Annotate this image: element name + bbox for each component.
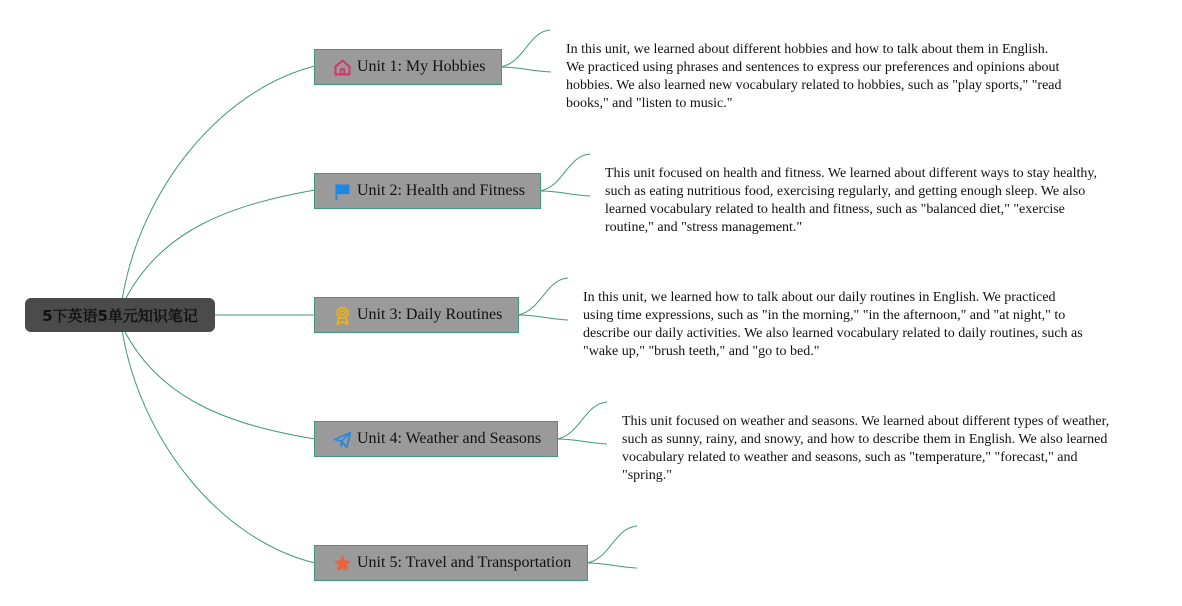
topic-unit-5[interactable] — [314, 545, 588, 581]
fork-unit-1-top — [501, 30, 550, 67]
topic-unit-5-label: Unit 5: Travel and Transportation — [357, 554, 572, 571]
fork-unit-4-top — [557, 402, 607, 439]
root-topic-label: 5下英语5单元知识笔记 — [42, 306, 198, 325]
fork-unit-3-bottom — [518, 315, 568, 320]
fork-unit-1-bottom — [501, 67, 551, 72]
topic-unit-4[interactable] — [314, 421, 558, 457]
fork-unit-4-bottom — [557, 439, 607, 444]
fork-unit-2-bottom — [540, 191, 590, 196]
topic-unit-1[interactable] — [314, 49, 502, 85]
star-icon — [332, 553, 353, 574]
connector-unit-5 — [122, 330, 315, 563]
fork-unit-2-top — [540, 154, 590, 191]
topic-unit-4-label: Unit 4: Weather and Seasons — [357, 430, 542, 447]
description-unit-4: This unit focused on weather and seasons. We learned about different types of weather, such as sunny, rainy, and snowy, and how to describe them in English. We also learned vocabulary related to weather and seasons, such as "temperature," "forecast," and "spring." — [622, 414, 1110, 483]
root-topic[interactable] — [25, 298, 215, 332]
description-unit-3: In this unit, we learned how to talk about our daily routines in English. We practiced using time expressions, such as "in the morning," "in the afternoon," and "at night," to describe our daily activities. We also learned vocabulary related to daily routines, such as "wake up," "brush teeth," and "go to bed." — [583, 290, 1083, 359]
topic-unit-2-label: Unit 2: Health and Fitness — [357, 182, 525, 199]
home-icon — [332, 57, 353, 78]
description-unit-2: This unit focused on health and fitness. We learned about different ways to stay healthy, such as eating nutritious food, exercising regularly, and getting enough sleep. We also learned vocabulary related to health and fitness, such as "balanced diet," "exercise routine," and "stress management." — [605, 166, 1097, 235]
description-unit-1: In this unit, we learned about different hobbies and how to talk about them in English. We practiced using phrases and sentences to express our preferences and opinions about hobbies. We also learned new vocabulary related to hobbies, such as "play sports," "read books," and "listen to music." — [566, 42, 1062, 111]
fork-unit-5-bottom — [587, 563, 637, 568]
topic-unit-2[interactable] — [314, 173, 541, 209]
award-icon — [332, 305, 353, 326]
fork-unit-5-top — [587, 526, 637, 563]
topic-unit-1-label: Unit 1: My Hobbies — [357, 58, 486, 75]
connector-unit-1 — [122, 66, 315, 300]
topic-unit-3[interactable] — [314, 297, 519, 333]
topic-unit-3-label: Unit 3: Daily Routines — [357, 306, 503, 323]
fork-unit-3-top — [518, 278, 568, 315]
paper-plane-icon — [332, 429, 353, 450]
flag-icon — [332, 181, 353, 202]
